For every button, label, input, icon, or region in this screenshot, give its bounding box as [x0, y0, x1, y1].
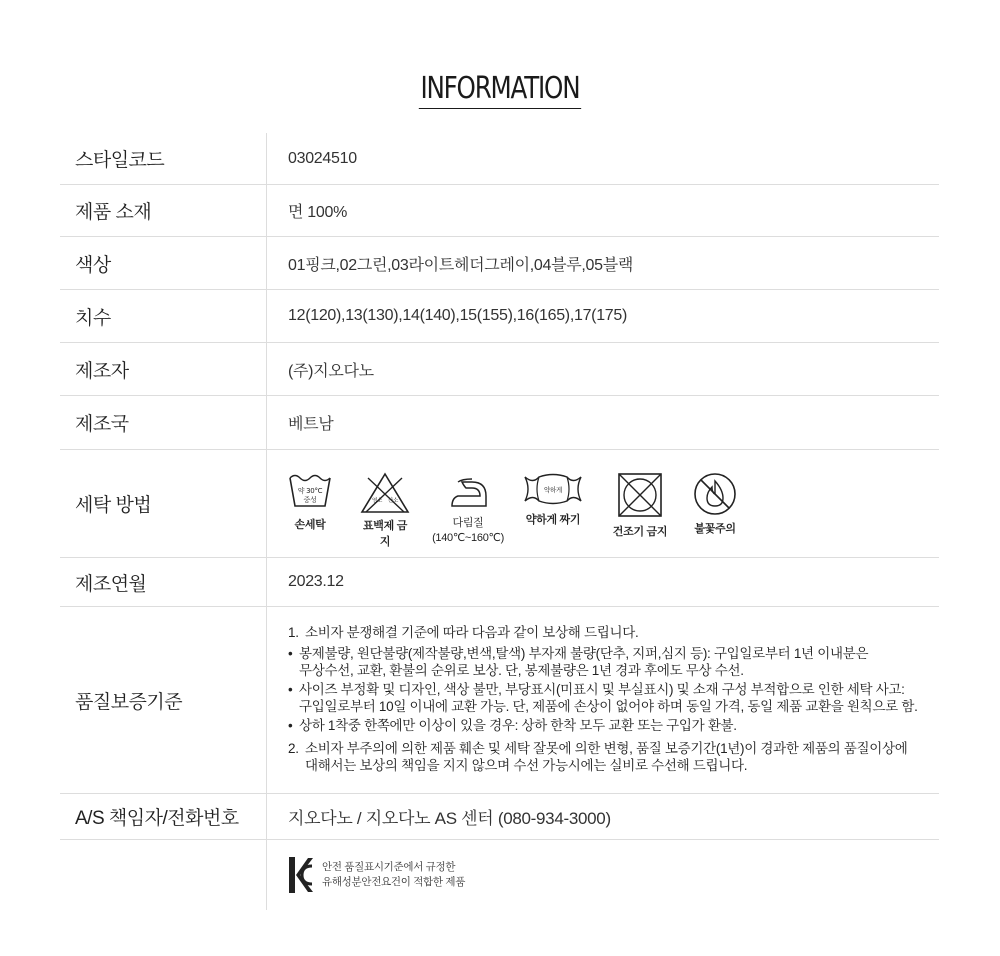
hand-wash-temp: 약 30°C [297, 487, 323, 495]
item-text: 대해서는 보상의 책임을 지지 않으며 수선 가능시에는 실비로 수선해 드립니다. [305, 758, 748, 773]
item-text: 소비자 분쟁해결 기준에 따라 다음과 같이 보상해 드립니다. [305, 625, 639, 640]
bullet-text: 사이즈 부정확 및 디자인, 색상 불만, 부당표시(미표시 및 부실표시) 및 소재 구성 부적합으로 인한 세탁 사고: [299, 682, 905, 697]
row-value: 지오다노 / 지오다노 AS 센터 (080-934-3000) [288, 809, 611, 828]
bullet-mark: • [288, 718, 293, 733]
row-value: 2023.12 [288, 573, 344, 590]
care-no-bleach [360, 472, 410, 549]
kc-certification [267, 840, 939, 910]
row-label: 제조연월 [60, 558, 267, 606]
care-label: 손세탁 [294, 519, 326, 531]
row-label: 치수 [60, 290, 267, 342]
care-iron [428, 472, 508, 544]
care-label: 건조기 금지 [612, 526, 668, 538]
care-sub-label: (140℃~160℃) [432, 532, 504, 544]
row-label: 스타일코드 [60, 133, 267, 184]
no-bleach-chlorine: 염소 [371, 498, 383, 504]
no-bleach-oxygen: 산소 [387, 498, 399, 504]
bullet-mark: • [288, 682, 293, 697]
bullet-text: 구입일로부터 10일 이내에 교환 가능. 단, 제품에 손상이 없어야 하며 동일 가격, 동일 제품 교환을 원칙으로 함. [299, 699, 918, 714]
gentle-wring-text: 약하게 [544, 486, 562, 494]
row-value: 03024510 [288, 149, 357, 167]
row-value: (주)지오다노 [288, 362, 374, 380]
row-label-empty [60, 840, 267, 910]
row-date [60, 558, 939, 607]
information-heading: INFORMATION [419, 72, 581, 109]
care-hand-wash [288, 472, 332, 532]
row-value: 면 100% [288, 204, 348, 221]
row-style-code [60, 133, 939, 185]
row-washing [60, 450, 939, 558]
row-color [60, 237, 939, 290]
item-number: 1. [288, 625, 299, 640]
row-label: 품질보증기준 [60, 607, 267, 793]
care-gentle-wring [523, 472, 583, 527]
quality-bullet-2 [288, 681, 939, 715]
hand-wash-icon [288, 472, 332, 512]
quality-bullet-1 [288, 645, 939, 679]
row-value: 01핑크,02그린,03라이트헤더그레이,04블루,05블랙 [288, 256, 634, 274]
row-label: 세탁 방법 [60, 450, 267, 557]
section-title [0, 72, 1000, 109]
gentle-wring-icon [523, 472, 583, 506]
no-bleach-icon [360, 472, 410, 514]
kc-text-line: 유해성분안전요건이 적합한 제품 [322, 876, 466, 888]
row-label: 제조자 [60, 343, 267, 395]
row-manufacturer [60, 343, 939, 396]
quality-item-2 [288, 740, 939, 774]
care-no-fire [690, 472, 740, 536]
bullet-text: 무상수선, 교환, 환불의 순위로 보상. 단, 봉제불량은 1년 경과 후에도 무상 수선. [299, 663, 744, 678]
iron-icon [446, 472, 490, 512]
row-kc-mark [60, 840, 939, 910]
row-label: 제조국 [60, 396, 267, 449]
row-size [60, 290, 939, 343]
item-number: 2. [288, 741, 299, 756]
kc-text-line: 안전 품질표시기준에서 규정한 [322, 861, 456, 873]
care-label: 약하게 짜기 [525, 514, 581, 526]
row-material [60, 185, 939, 237]
row-quality [60, 607, 939, 794]
care-label: 다림질 [452, 517, 484, 529]
no-fire-icon [693, 472, 737, 516]
care-label: 불꽃주의 [694, 523, 736, 535]
care-label: 표백제 금지 [362, 520, 408, 548]
item-text: 소비자 부주의에 의한 제품 훼손 및 세탁 잘못에 의한 변형, 품질 보증기간(1년)이 경과한 제품의 품질이상에 [305, 741, 908, 756]
bullet-text: 상하 1착중 한쪽에만 이상이 있을 경우: 상하 한착 모두 교환 또는 구입가 환불. [299, 718, 737, 733]
row-country [60, 396, 939, 450]
row-value: 12(120),13(130),14(140),15(155),16(165),17(175) [288, 307, 628, 324]
row-label: 색상 [60, 237, 267, 289]
row-label: 제품 소재 [60, 185, 267, 236]
row-value: 베트남 [288, 416, 334, 433]
row-label: A/S 책임자/전화번호 [60, 794, 267, 839]
care-no-tumble-dry [610, 472, 670, 539]
kc-mark-icon [288, 856, 314, 894]
washing-icons [267, 450, 939, 557]
bullet-mark: • [288, 646, 293, 661]
no-tumble-dry-icon [617, 472, 663, 518]
row-as-contact [60, 794, 939, 840]
quality-text [60, 607, 939, 638]
bullet-text: 봉제불량, 원단불량(제작불량,변색,탈색) 부자재 불량(단추, 지퍼,심지 등): 구입일로부터 1년 이내분은 [299, 646, 869, 661]
hand-wash-detergent: 중성 [303, 496, 317, 504]
information-table [60, 133, 939, 910]
quality-bullet-3 [288, 717, 939, 734]
